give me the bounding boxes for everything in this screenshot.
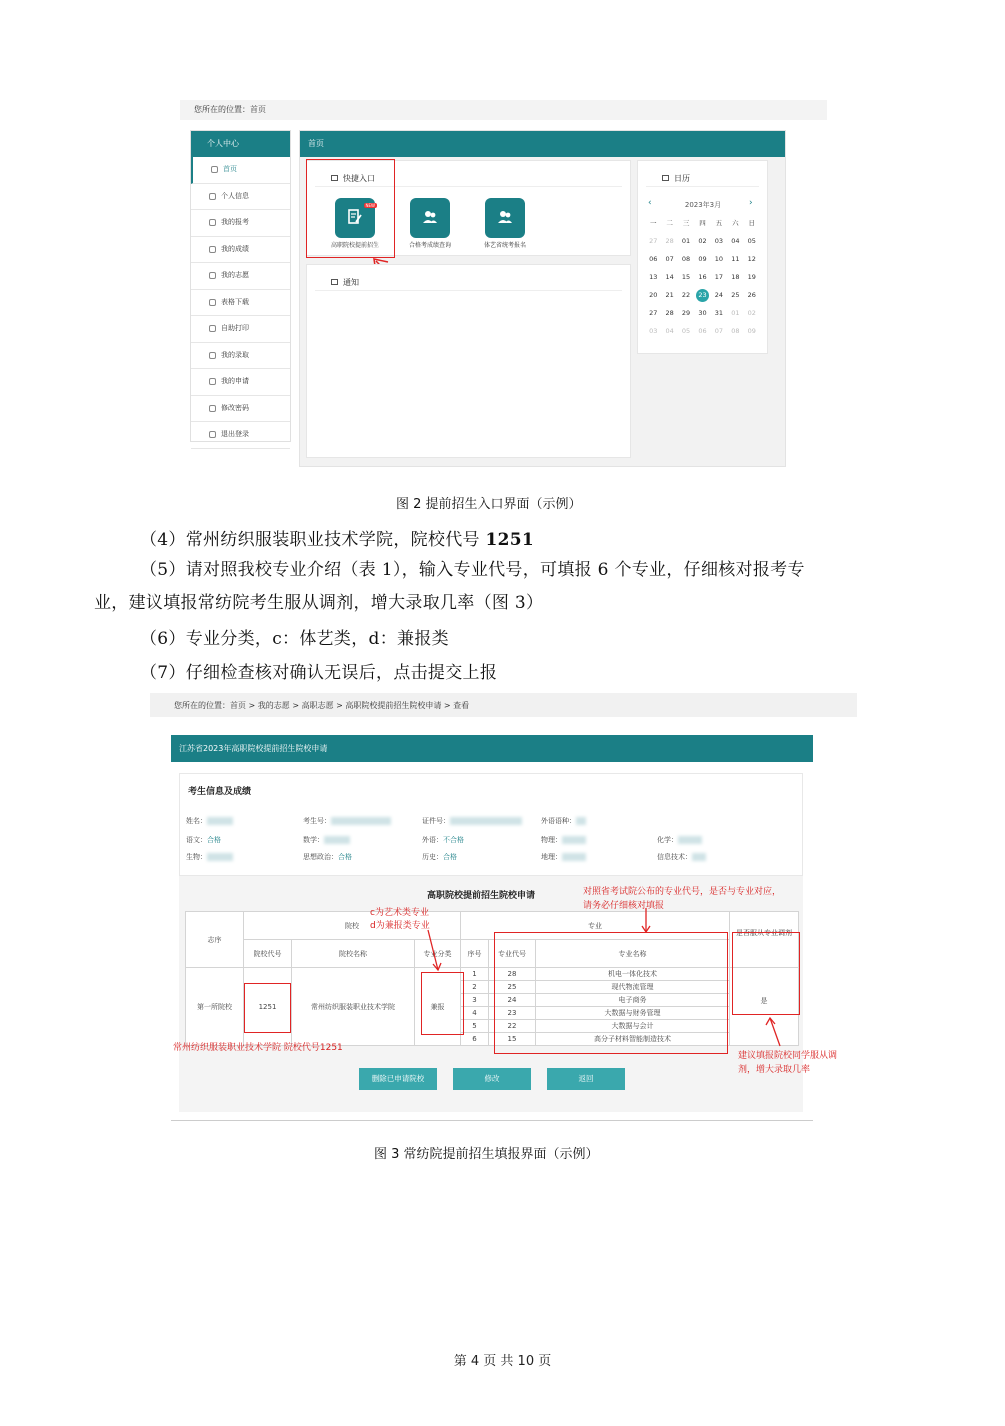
calendar-day-number: 15 [681, 273, 691, 281]
biology-field: 生物： [186, 852, 233, 862]
header-school-name: 院校名称 [292, 940, 415, 968]
calendar-day[interactable] [744, 268, 760, 286]
calendar-day[interactable] [661, 322, 677, 340]
sidebar-item-label: 表格下载 [221, 297, 249, 306]
quick-entry-score-query[interactable] [410, 198, 450, 238]
application-title-bar: 江苏省2023年高职院校提前招生院校申请 [171, 735, 813, 762]
header-adjust: 是否服从专业调剂 [730, 912, 799, 968]
sidebar-item[interactable] [191, 316, 290, 343]
calendar-day-number: 08 [681, 255, 691, 263]
menu-icon [209, 405, 216, 412]
quick-entry-title: 快捷入口 [343, 173, 375, 183]
calendar-day[interactable] [645, 322, 661, 340]
menu-icon [211, 166, 218, 173]
calendar-day[interactable] [694, 250, 710, 268]
sidebar-item[interactable] [191, 290, 290, 317]
calendar-day-number: 03 [714, 237, 724, 245]
sidebar-item[interactable] [191, 184, 290, 211]
calendar-day[interactable] [645, 286, 661, 304]
major-annotation-line1: 对照省考试院公布的专业代号，是否与专业对应， [583, 887, 782, 897]
calendar-day-number: 28 [665, 237, 674, 245]
calendar-day[interactable] [727, 322, 743, 340]
header-school-code: 院校代号 [244, 940, 292, 968]
sidebar-item[interactable] [191, 157, 290, 184]
category-annotation-line2: d为兼报类专业 [370, 921, 430, 931]
calendar-day-number: 31 [714, 309, 724, 317]
calendar-day[interactable] [645, 250, 661, 268]
sidebar-item-label: 我的申请 [221, 377, 249, 385]
paragraph-6: （6）专业分类，c：体艺类，d：兼报类 [140, 629, 449, 649]
math-field: 数学： [303, 835, 350, 845]
calendar-month: 2023年3月 [684, 201, 722, 209]
calendar-day-number: 12 [747, 255, 756, 263]
paragraph-5-line1: （5）请对照我校专业介绍（表 1），输入专业代号，可填报 6 个专业，仔细核对报考专 [140, 560, 805, 580]
calendar-day-number: 01 [681, 237, 691, 245]
politics-field: 思想政治：合格 [303, 853, 352, 861]
major-name: 高分子材料智能制造技术 [536, 1033, 730, 1046]
calendar-day[interactable] [678, 286, 694, 304]
weekday-label: 六 [732, 219, 739, 227]
calendar-day-number: 08 [731, 327, 740, 335]
calendar-title: 日历 [674, 173, 690, 183]
sidebar-item-label: 退出登录 [221, 430, 249, 438]
calendar-day[interactable] [678, 232, 694, 250]
geography-field: 地理： [541, 852, 586, 862]
school-code-cell: 1251 [244, 968, 292, 1046]
calendar-day-number: 10 [714, 255, 724, 263]
breadcrumb: 您所在的位置：首页 > 我的志愿 > 高职志愿 > 高职院校提前招生院校申请 > 查看 [150, 693, 857, 717]
calendar-day[interactable] [694, 304, 710, 322]
sidebar-item-label: 个人信息 [221, 191, 249, 200]
calendar-day[interactable] [711, 250, 727, 268]
calendar-day-number: 21 [665, 291, 674, 299]
calendar-day-number: 16 [698, 273, 707, 281]
calendar-day-number: 06 [698, 327, 707, 335]
sidebar-item[interactable] [191, 343, 290, 370]
sidebar-item-label: 首页 [223, 165, 237, 173]
calendar-day-number: 14 [665, 273, 674, 281]
chemistry-field: 化学： [657, 835, 702, 845]
adjust-annotation-line2: 剂，增大录取几率 [738, 1065, 811, 1075]
calendar-day[interactable] [694, 268, 710, 286]
adjust-cell: 是 [730, 968, 799, 1046]
calendar-day[interactable] [645, 304, 661, 322]
chinese-field: 语文：合格 [186, 836, 221, 844]
sidebar-item-label: 我的录取 [221, 350, 249, 359]
school-annotation: 常州纺织服装职业技术学院 院校代号1251 [173, 1043, 343, 1053]
foreign-field: 外语：不合格 [422, 836, 464, 844]
calendar-day[interactable] [711, 268, 727, 286]
header-category: 专业分类 [415, 940, 461, 968]
breadcrumb: 您所在的位置：首页 [180, 100, 827, 120]
adjust-highlight [732, 932, 800, 1015]
calendar-day[interactable] [661, 232, 677, 250]
calendar-day-number: 25 [731, 291, 740, 299]
calendar-day-number: 28 [665, 309, 674, 317]
quick-entry-art-exam[interactable] [485, 198, 525, 238]
calendar-day[interactable] [727, 232, 743, 250]
calendar-day[interactable] [711, 322, 727, 340]
calendar-day[interactable] [727, 268, 743, 286]
figure-caption: 图 2 提前招生入口界面（示例） [396, 497, 582, 512]
calendar-day-number: 07 [665, 255, 674, 263]
category-highlight [421, 972, 464, 1035]
panel-icon [331, 279, 338, 285]
calendar-day-number: 04 [731, 237, 740, 245]
panel-icon [662, 175, 669, 181]
weekday-label: 三 [682, 219, 690, 227]
sidebar-item[interactable] [191, 210, 290, 237]
divider [171, 1120, 813, 1121]
tech-field: 信息技术： [657, 852, 706, 862]
history-field: 历史：合格 [422, 853, 457, 861]
school-code-bold: 1251 [485, 530, 535, 550]
calendar-day-number: 24 [714, 291, 724, 299]
paragraph-4: （4）常州纺织服装职业技术学院，院校代号 1251 [140, 530, 535, 550]
new-badge: NEW [365, 203, 375, 208]
sidebar-item-label: 自助打印 [221, 324, 249, 332]
calendar-day[interactable] [727, 304, 743, 322]
major-seq: 1 [461, 968, 489, 981]
info-title: 考生信息及成绩 [188, 787, 252, 797]
paragraph-7: （7）仔细检查核对确认无误后，点击提交上报 [140, 663, 498, 683]
major-name: 现代物流管理 [536, 981, 730, 994]
adjust-annotation-line1: 建议填报院校同学服从调 [738, 1051, 838, 1061]
calendar-day[interactable] [678, 322, 694, 340]
calendar-day-number: 03 [649, 327, 658, 335]
major-name: 大数据与会计 [536, 1020, 730, 1033]
calendar-day-number: 29 [681, 309, 691, 317]
table-title: 高职院校提前招生院校申请 [427, 891, 536, 901]
calendar-day-number: 13 [649, 273, 658, 281]
weekday-label: 日 [748, 219, 756, 227]
calendar-day-number: 11 [731, 255, 740, 263]
major-seq: 5 [461, 1020, 489, 1033]
quick-entry-label: 体艺省统考报名 [483, 242, 526, 249]
calendar-day-number: 05 [681, 327, 691, 335]
name-field: 姓名： [186, 816, 233, 826]
major-code: 25 [489, 981, 536, 994]
calendar-day[interactable] [661, 268, 677, 286]
weekday-label: 一 [649, 219, 657, 227]
calendar-day-number: 04 [665, 327, 674, 335]
header-seq: 序号 [461, 940, 489, 968]
header-major-code: 专业代号 [489, 940, 536, 968]
calendar-days [645, 232, 760, 340]
major-name: 机电一体化技术 [536, 968, 730, 981]
calendar-day-number: 05 [747, 237, 756, 245]
calendar-day-number: 20 [649, 291, 658, 299]
calendar-day-number: 27 [649, 237, 658, 245]
calendar-day[interactable] [661, 286, 677, 304]
school-name-cell: 常州纺织服装职业技术学院 [292, 968, 415, 1046]
category-annotation-line1: c为艺术类专业 [370, 908, 429, 918]
sidebar-item-label: 我的报考 [221, 218, 249, 226]
sidebar-item[interactable] [191, 237, 290, 264]
major-seq: 6 [461, 1033, 489, 1046]
users-icon [423, 208, 437, 226]
sidebar-title: 个人中心 [191, 131, 290, 157]
sidebar [190, 130, 291, 442]
calendar-day[interactable] [727, 250, 743, 268]
major-code: 24 [489, 994, 536, 1007]
weekday-label: 四 [699, 219, 706, 227]
calendar-day[interactable] [694, 322, 710, 340]
major-code: 23 [489, 1007, 536, 1020]
foreign-language-field: 外语语种： [541, 816, 586, 826]
major-code: 28 [489, 968, 536, 981]
category-cell: 兼报 [415, 968, 461, 1046]
calendar-day-number: 18 [731, 273, 740, 281]
calendar-day[interactable] [744, 232, 760, 250]
delete-application-button[interactable]: 删除已申请院校 [359, 1068, 437, 1090]
calendar-day[interactable] [744, 250, 760, 268]
calendar-day[interactable] [678, 304, 694, 322]
calendar-day-number: 02 [747, 309, 756, 317]
calendar-day-number: 09 [747, 327, 756, 335]
order-cell: 第一所院校 [186, 968, 244, 1046]
physics-field: 物理： [541, 835, 586, 845]
calendar-day[interactable] [727, 286, 743, 304]
header-major: 专业 [461, 912, 730, 940]
sidebar-item-label: 我的成绩 [221, 244, 249, 253]
calendar-day-number: 30 [698, 309, 707, 317]
figure-caption: 图 3 常纺院提前招生填报界面（示例） [374, 1147, 599, 1162]
menu-icon [209, 299, 216, 306]
id-no-field: 证件号： [422, 816, 522, 826]
quick-entry-label: 合格考成绩查询 [408, 242, 451, 249]
calendar-day-number: 17 [714, 273, 724, 281]
calendar-day[interactable] [694, 286, 710, 304]
calendar-day[interactable] [711, 304, 727, 322]
calendar-day-number: 23 [696, 289, 709, 302]
page-number: 第 4 页 共 10 页 [453, 1354, 552, 1369]
calendar-day[interactable] [678, 250, 694, 268]
major-code: 22 [489, 1020, 536, 1033]
school-code-highlight [244, 983, 291, 1033]
calendar-day[interactable] [661, 250, 677, 268]
notice-panel [306, 264, 631, 458]
calendar-day[interactable] [645, 268, 661, 286]
calendar-day[interactable] [744, 322, 760, 340]
calendar-day-number: 02 [698, 237, 707, 245]
major-highlight [494, 932, 728, 1054]
calendar-day[interactable] [711, 286, 727, 304]
calendar-day[interactable] [711, 232, 727, 250]
sidebar-item-label: 修改密码 [221, 403, 249, 412]
menu-icon [209, 431, 216, 438]
major-code: 15 [489, 1033, 536, 1046]
users-icon [498, 208, 512, 226]
header-school: 院校 [244, 912, 461, 940]
quick-entry-label: 高职院校提前招生 [330, 242, 379, 249]
calendar-day[interactable] [744, 304, 760, 322]
notice-title: 通知 [343, 277, 359, 287]
next-month-icon[interactable]: › [749, 198, 753, 208]
sidebar-item[interactable] [191, 396, 290, 423]
header-major-name: 专业名称 [536, 940, 730, 968]
calendar-day[interactable] [694, 232, 710, 250]
menu-icon [209, 272, 216, 279]
major-seq: 3 [461, 994, 489, 1007]
highlight-box [306, 159, 395, 258]
back-button[interactable]: 返回 [547, 1068, 625, 1090]
sidebar-item-label: 我的志愿 [221, 271, 249, 279]
calendar-weekdays [645, 214, 760, 232]
calendar-day[interactable] [744, 286, 760, 304]
menu-icon [209, 325, 216, 332]
calendar-day-number: 27 [649, 309, 658, 317]
calendar-day[interactable] [678, 268, 694, 286]
calendar-day-number: 19 [747, 273, 756, 281]
sidebar-item[interactable] [191, 263, 290, 290]
sidebar-item[interactable] [191, 369, 290, 396]
major-seq: 2 [461, 981, 489, 994]
major-name: 电子商务 [536, 994, 730, 1007]
weekday-label: 五 [715, 219, 723, 227]
major-name: 大数据与财务管理 [536, 1007, 730, 1020]
menu-icon [209, 246, 216, 253]
main-title: 首页 [300, 131, 785, 157]
header-order: 志序 [186, 912, 244, 968]
calendar-day-number: 22 [681, 291, 691, 299]
menu-icon [209, 352, 216, 359]
calendar-day-number: 26 [747, 291, 756, 299]
calendar-day-number: 01 [731, 309, 740, 317]
sidebar-item[interactable] [191, 422, 290, 449]
major-seq: 4 [461, 1007, 489, 1020]
modify-button[interactable]: 修改 [453, 1068, 531, 1090]
paragraph-5-line2: 业，建议填报常纺院考生服从调剂，增大录取几率（图 3） [94, 593, 544, 613]
menu-icon [209, 378, 216, 385]
menu-icon [209, 193, 216, 200]
calendar-day-number: 07 [714, 327, 724, 335]
calendar-day-number: 09 [698, 255, 707, 263]
prev-month-icon[interactable]: ‹ [648, 198, 652, 208]
calendar-day[interactable] [645, 232, 661, 250]
calendar-day[interactable] [661, 304, 677, 322]
menu-icon [209, 219, 216, 226]
major-annotation-line2: 请务必仔细核对填报 [583, 901, 665, 911]
weekday-label: 二 [666, 219, 673, 227]
exam-no-field: 考生号： [303, 816, 391, 826]
calendar-day-number: 06 [649, 255, 658, 263]
